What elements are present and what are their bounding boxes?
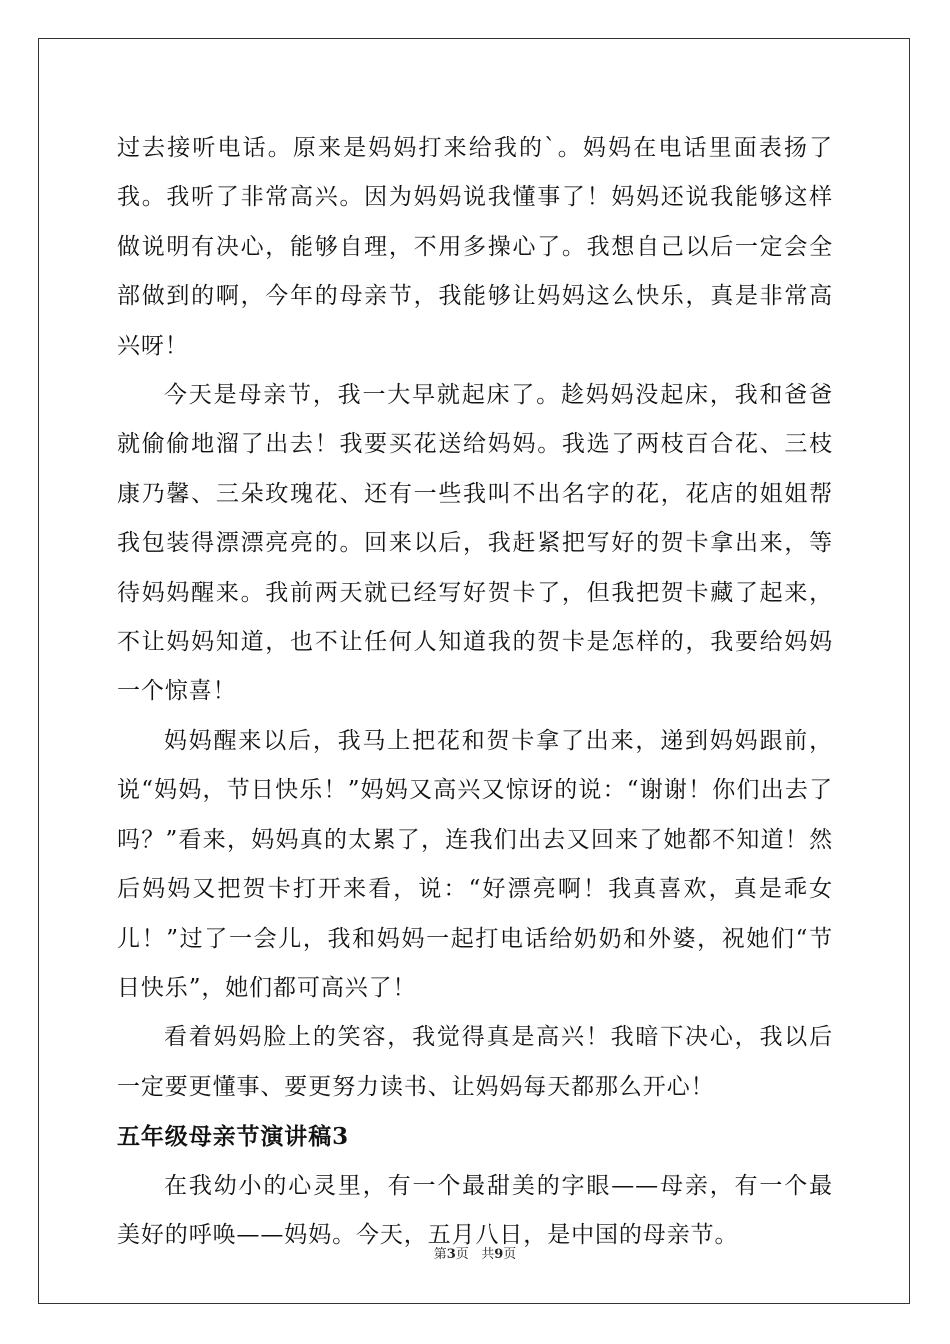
paragraph-1: 过去接听电话。原来是妈妈打来给我的`。妈妈在电话里面表扬了我。我听了非常高兴。因为妈妈说我懂事了！妈妈还说我能够这样做说明有决心，能够自理，不用多操心了。我想自己以后一定会全部做到的啊，今年的母亲节，我能够让妈妈这么快乐，真是非常高兴呀！: [117, 135, 833, 359]
section-title: 五年级母亲节演讲稿3: [117, 1123, 350, 1151]
footer-total-suffix: 页: [503, 1247, 517, 1262]
footer-total-pages: 9: [494, 1247, 504, 1262]
paragraph-5: 在我幼小的心灵里，有一个最甜美的字眼——母亲，有一个最美好的呼唤——妈妈。今天，五月八日，是中国的母亲节。: [117, 1172, 833, 1248]
footer-prefix: 第: [433, 1247, 447, 1262]
paragraph-4: 看着妈妈脸上的笑容，我觉得真是高兴！我暗下决心，我以后一定要更懂事、要更努力读书、让妈妈每天都那么开心！: [117, 1024, 833, 1100]
footer-total-prefix: 共: [481, 1247, 495, 1262]
paragraph-2: 今天是母亲节，我一大早就起床了。趁妈妈没起床，我和爸爸就偷偷地溜了出去！我要买花送给妈妈。我选了两枝百合花、三枝康乃馨、三朵玫瑰花、还有一些我叫不出名字的花，花店的姐姐帮我包装得漂漂亮亮的。回来以后，我赶紧把写好的贺卡拿出来，等待妈妈醒来。我前两天就已经写好贺卡了，但我把贺卡藏了起来，不让妈妈知道，也不让任何人知道我的贺卡是怎样的，我要给妈妈一个惊喜！: [117, 382, 833, 705]
document-body: [117, 124, 833, 1260]
page-footer: [0, 1246, 950, 1264]
paragraph-3: 妈妈醒来以后，我马上把花和贺卡拿了出来，递到妈妈跟前，说“妈妈，节日快乐！”妈妈又高兴又惊讶的说：“谢谢！你们出去了吗？”看来，妈妈真的太累了，连我们出去又回来了她都不知道！然后妈妈又把贺卡打开来看，说：“好漂亮啊！我真喜欢，真是乖女儿！”过了一会儿，我和妈妈一起打电话给奶奶和外婆，祝她们“节日快乐”，她们都可高兴了！: [117, 727, 833, 1001]
footer-page-number: 3: [446, 1247, 456, 1262]
footer-page-suffix: 页: [455, 1247, 469, 1262]
